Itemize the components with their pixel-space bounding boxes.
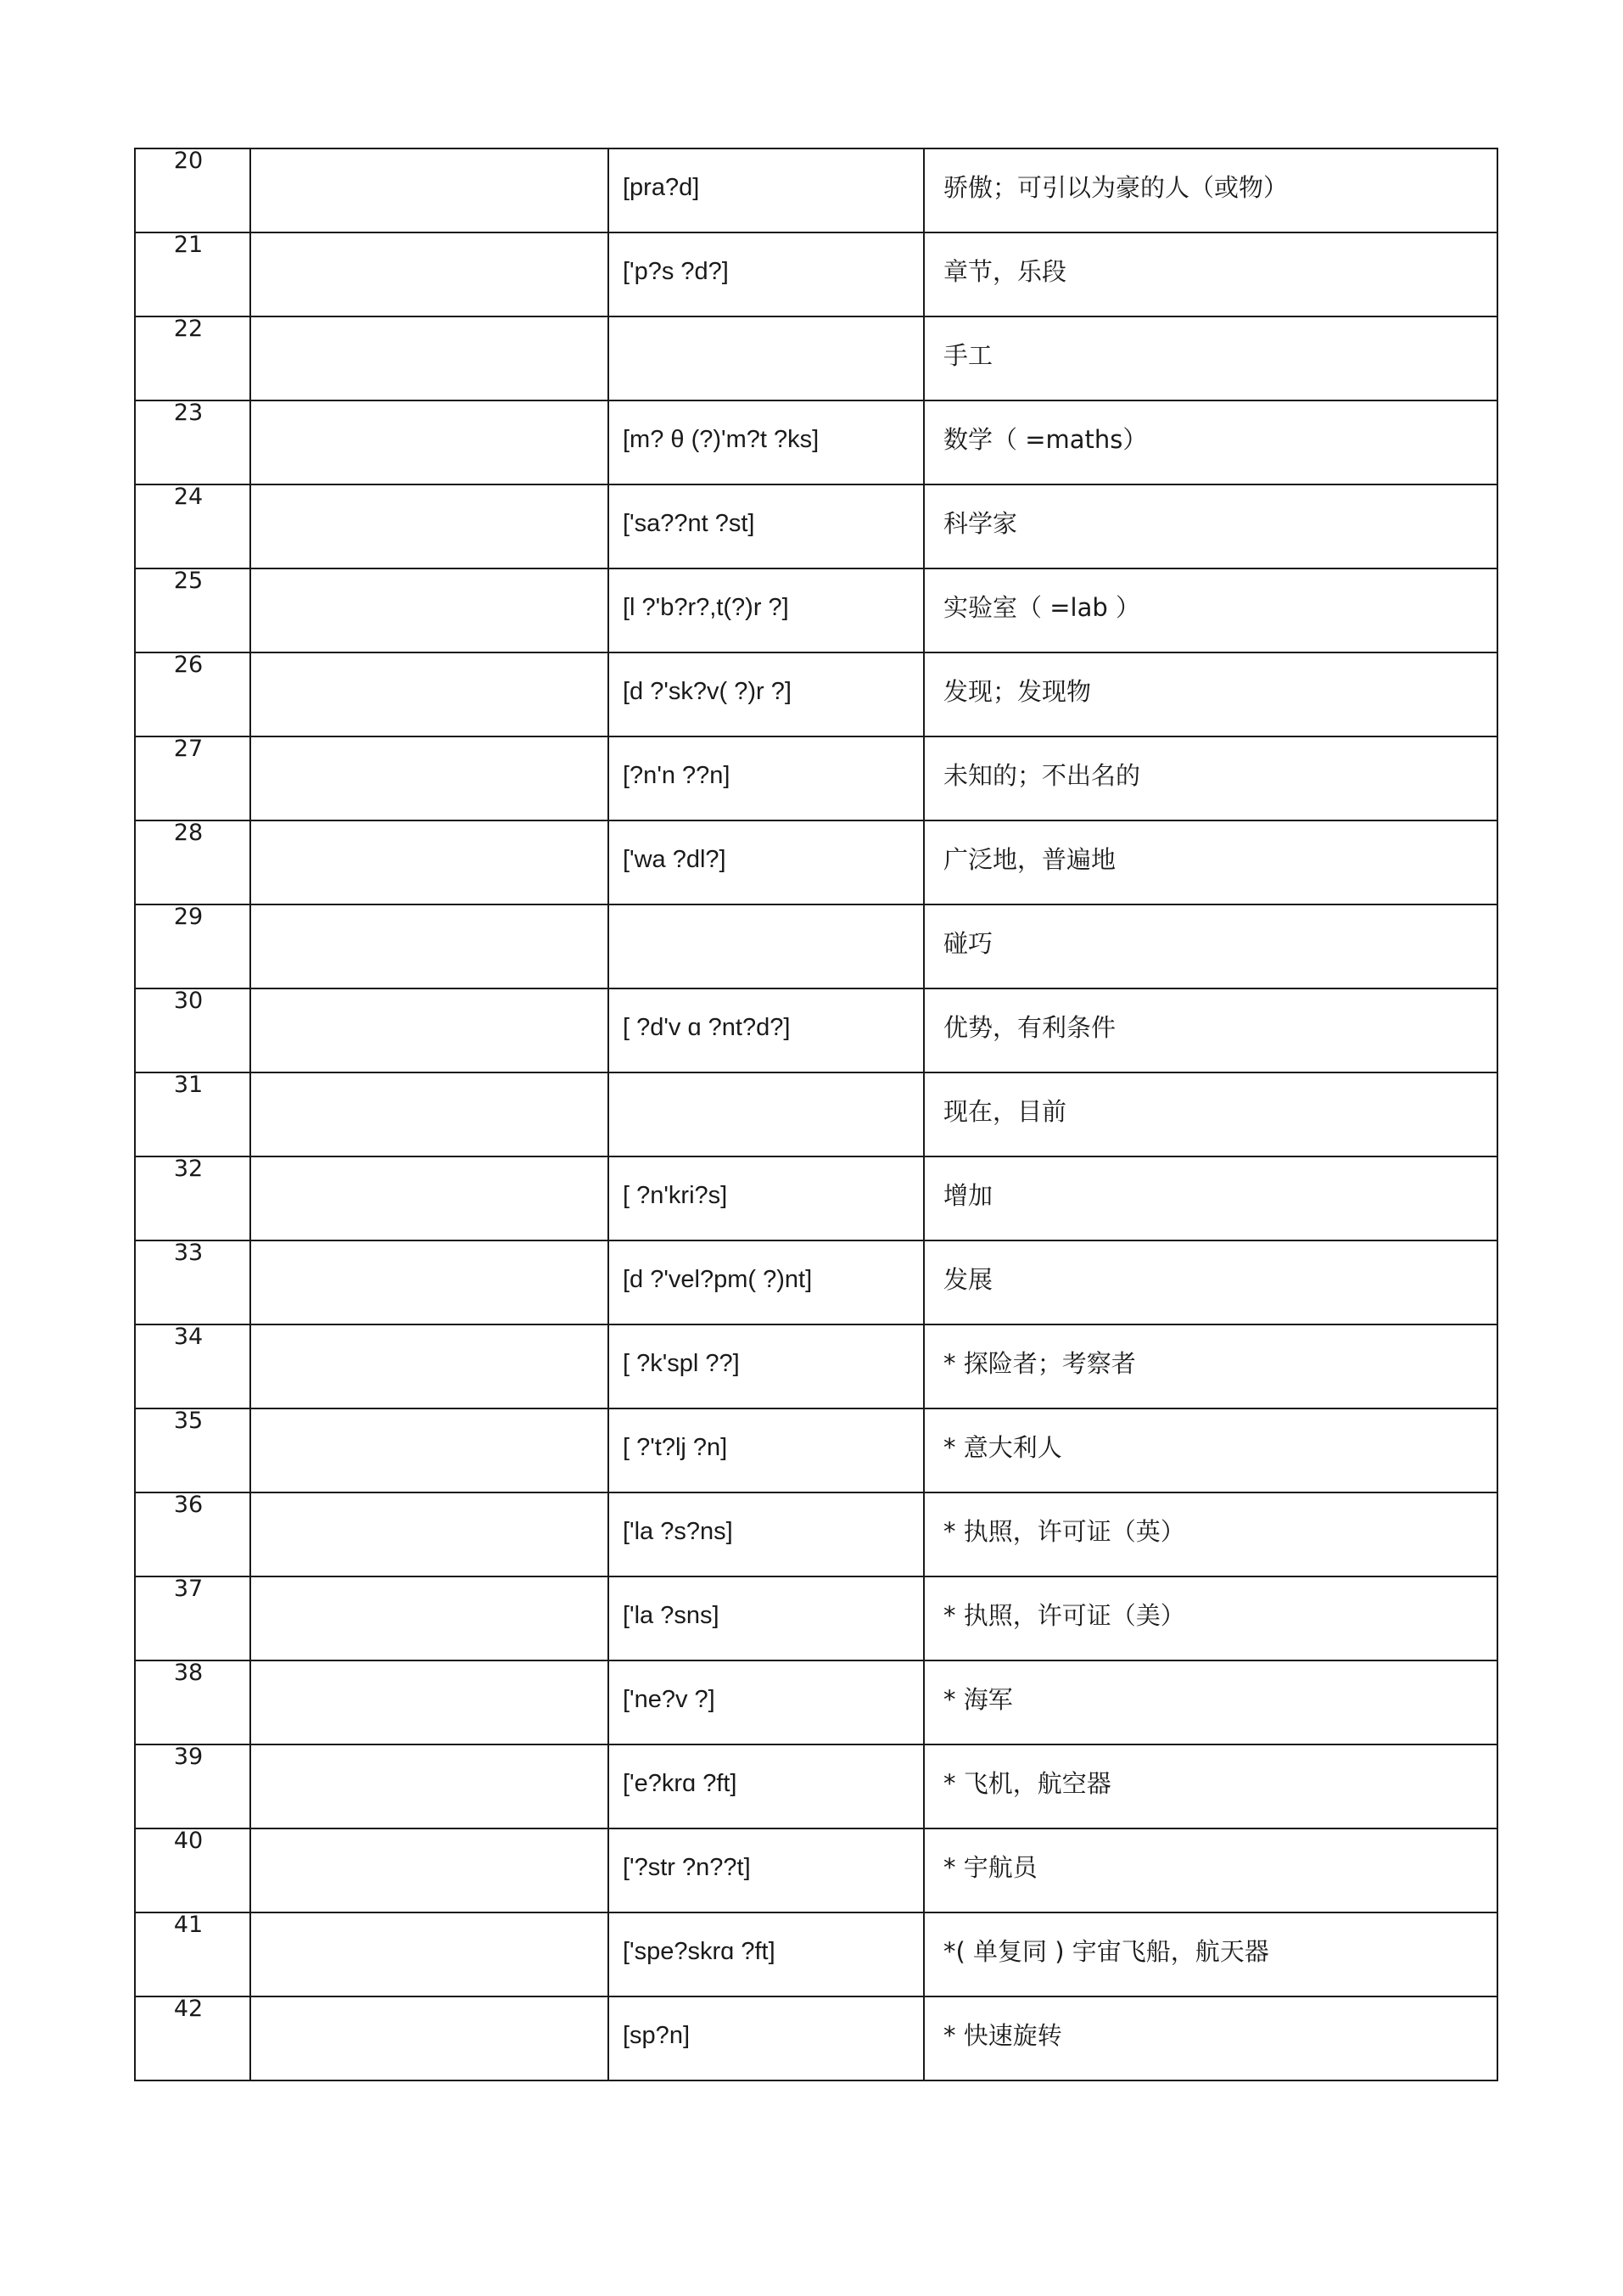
table-row	[135, 1072, 1497, 1156]
row-number-cell	[135, 400, 250, 484]
word-cell	[250, 652, 608, 736]
definition-cell	[924, 1408, 1497, 1492]
word-cell	[250, 1660, 608, 1744]
word-cell	[250, 1576, 608, 1660]
pronunciation-text: ['sa??nt ?st]	[623, 510, 755, 537]
definition-text: 碰巧	[943, 929, 993, 958]
pronunciation-cell	[608, 988, 924, 1072]
pronunciation-cell	[608, 1576, 924, 1660]
definition-text: * 执照，许可证（英）	[943, 1517, 1185, 1546]
table-row	[135, 400, 1497, 484]
definition-text: 手工	[943, 341, 993, 370]
pronunciation-text: ['?str ?n??t]	[623, 1854, 751, 1881]
definition-text: 未知的；不出名的	[943, 761, 1141, 790]
row-number: 23	[173, 400, 204, 426]
pronunciation-text: [m? θ (?)'m?t ?ks]	[623, 426, 820, 453]
pronunciation-text: [ ?d'v ɑ ?nt?d?]	[623, 1014, 791, 1041]
word-cell	[250, 736, 608, 820]
word-cell	[250, 232, 608, 316]
pronunciation-text: ['p?s ?d?]	[623, 258, 729, 285]
pronunciation-text: [?n'n ??n]	[623, 762, 730, 789]
pronunciation-cell	[608, 1072, 924, 1156]
pronunciation-cell	[608, 232, 924, 316]
word-cell	[250, 316, 608, 400]
row-number: 38	[173, 1660, 204, 1686]
definition-cell	[924, 736, 1497, 820]
row-number-cell	[135, 1912, 250, 1996]
row-number: 30	[173, 988, 204, 1014]
row-number-cell	[135, 1996, 250, 2080]
definition-text: 实验室（ =lab ）	[943, 593, 1140, 622]
row-number: 34	[173, 1324, 204, 1350]
table-row	[135, 1828, 1497, 1912]
definition-cell	[924, 1324, 1497, 1408]
pronunciation-text: [ ?n'kri?s]	[623, 1182, 728, 1209]
word-cell	[250, 1912, 608, 1996]
row-number-cell	[135, 232, 250, 316]
pronunciation-text: [ ?'t?lj ?n]	[623, 1434, 728, 1461]
row-number: 42	[173, 1996, 204, 2022]
definition-cell	[924, 484, 1497, 568]
pronunciation-cell	[608, 1408, 924, 1492]
definition-text: 数学（ =maths）	[943, 425, 1148, 454]
pronunciation-cell	[608, 1156, 924, 1240]
pronunciation-text: [l ?'b?r?,t(?)r ?]	[623, 594, 789, 621]
word-cell	[250, 400, 608, 484]
definition-cell	[924, 1072, 1497, 1156]
definition-cell	[924, 1576, 1497, 1660]
table-row	[135, 736, 1497, 820]
pronunciation-cell	[608, 316, 924, 400]
definition-text: * 海军	[943, 1685, 1013, 1714]
table-row	[135, 1240, 1497, 1324]
definition-text: 骄傲；可引以为豪的人（或物）	[943, 173, 1289, 202]
word-cell	[250, 1492, 608, 1576]
pronunciation-text: ['spe?skrɑ ?ft]	[623, 1938, 775, 1965]
definition-cell	[924, 316, 1497, 400]
row-number-cell	[135, 484, 250, 568]
word-cell	[250, 1324, 608, 1408]
word-cell	[250, 484, 608, 568]
pronunciation-cell	[608, 1996, 924, 2080]
definition-cell	[924, 148, 1497, 232]
row-number-cell	[135, 1492, 250, 1576]
table-row	[135, 652, 1497, 736]
word-cell	[250, 1828, 608, 1912]
table-row	[135, 1744, 1497, 1828]
definition-text: * 宇航员	[943, 1853, 1038, 1882]
pronunciation-cell	[608, 148, 924, 232]
row-number-cell	[135, 148, 250, 232]
table-row	[135, 1996, 1497, 2080]
definition-cell	[924, 988, 1497, 1072]
row-number-cell	[135, 1576, 250, 1660]
table-row	[135, 988, 1497, 1072]
word-cell	[250, 1744, 608, 1828]
row-number-cell	[135, 652, 250, 736]
definition-text: * 执照，许可证（美）	[943, 1601, 1185, 1630]
pronunciation-cell	[608, 736, 924, 820]
pronunciation-cell	[608, 1492, 924, 1576]
pronunciation-text: ['e?krɑ ?ft]	[623, 1770, 737, 1797]
pronunciation-cell	[608, 1828, 924, 1912]
word-cell	[250, 148, 608, 232]
pronunciation-text: ['la ?sns]	[623, 1602, 719, 1629]
pronunciation-cell	[608, 568, 924, 652]
row-number: 31	[173, 1072, 204, 1098]
definition-cell	[924, 1996, 1497, 2080]
definition-text: * 快速旋转	[943, 2021, 1062, 2050]
row-number-cell	[135, 1156, 250, 1240]
pronunciation-cell	[608, 652, 924, 736]
definition-cell	[924, 820, 1497, 904]
row-number-cell	[135, 568, 250, 652]
definition-cell	[924, 904, 1497, 988]
row-number-cell	[135, 1072, 250, 1156]
row-number-cell	[135, 316, 250, 400]
pronunciation-cell	[608, 1324, 924, 1408]
row-number: 37	[173, 1576, 204, 1602]
row-number-cell	[135, 1324, 250, 1408]
table-row	[135, 484, 1497, 568]
definition-cell	[924, 1156, 1497, 1240]
row-number: 20	[173, 148, 204, 174]
table-row	[135, 568, 1497, 652]
row-number: 41	[173, 1912, 204, 1938]
pronunciation-cell	[608, 484, 924, 568]
pronunciation-cell	[608, 1912, 924, 1996]
word-cell	[250, 568, 608, 652]
table-row	[135, 316, 1497, 400]
table-row	[135, 1576, 1497, 1660]
row-number: 24	[173, 484, 204, 510]
row-number: 36	[173, 1492, 204, 1518]
row-number: 28	[173, 820, 204, 846]
row-number-cell	[135, 1408, 250, 1492]
definition-cell	[924, 1828, 1497, 1912]
pronunciation-text: [d ?'sk?v( ?)r ?]	[623, 678, 792, 705]
pronunciation-cell	[608, 1240, 924, 1324]
table-row	[135, 1492, 1497, 1576]
pronunciation-cell	[608, 1744, 924, 1828]
row-number-cell	[135, 988, 250, 1072]
table-row	[135, 232, 1497, 316]
pronunciation-text: ['wa ?dl?]	[623, 846, 726, 873]
pronunciation-text: [sp?n]	[623, 2022, 690, 2049]
row-number-cell	[135, 904, 250, 988]
table-row	[135, 1660, 1497, 1744]
word-cell	[250, 820, 608, 904]
table-row	[135, 1408, 1497, 1492]
definition-text: 章节，乐段	[943, 257, 1067, 286]
definition-cell	[924, 1492, 1497, 1576]
row-number-cell	[135, 736, 250, 820]
row-number: 32	[173, 1156, 204, 1182]
row-number: 39	[173, 1744, 204, 1770]
definition-text: 发展	[943, 1265, 993, 1294]
table-row	[135, 148, 1497, 232]
definition-text: * 探险者；考察者	[943, 1349, 1136, 1378]
definition-cell	[924, 400, 1497, 484]
pronunciation-text: [pra?d]	[623, 174, 700, 201]
definition-cell	[924, 232, 1497, 316]
pronunciation-cell	[608, 820, 924, 904]
definition-text: 增加	[943, 1181, 993, 1210]
row-number: 29	[173, 904, 204, 930]
pronunciation-cell	[608, 400, 924, 484]
word-cell	[250, 1072, 608, 1156]
row-number: 25	[173, 568, 204, 594]
row-number-cell	[135, 1240, 250, 1324]
definition-text: 发现；发现物	[943, 677, 1092, 706]
word-cell	[250, 904, 608, 988]
row-number: 35	[173, 1408, 204, 1434]
row-number: 26	[173, 652, 204, 678]
pronunciation-text: [d ?'vel?pm( ?)nt]	[623, 1266, 813, 1293]
word-cell	[250, 1996, 608, 2080]
pronunciation-cell	[608, 1660, 924, 1744]
definition-text: * 飞机，航空器	[943, 1769, 1111, 1798]
table-row	[135, 1324, 1497, 1408]
word-cell	[250, 1156, 608, 1240]
table-row	[135, 904, 1497, 988]
row-number: 22	[173, 316, 204, 342]
definition-text: * 意大利人	[943, 1433, 1062, 1462]
word-cell	[250, 988, 608, 1072]
word-cell	[250, 1240, 608, 1324]
definition-text: 现在，目前	[943, 1097, 1067, 1126]
row-number-cell	[135, 1744, 250, 1828]
row-number: 40	[173, 1828, 204, 1854]
definition-cell	[924, 652, 1497, 736]
definition-text: 优势，有利条件	[943, 1013, 1117, 1042]
row-number-cell	[135, 1660, 250, 1744]
definition-cell	[924, 1912, 1497, 1996]
row-number-cell	[135, 820, 250, 904]
definition-cell	[924, 568, 1497, 652]
definition-text: 广泛地，普遍地	[943, 845, 1117, 874]
row-number: 33	[173, 1240, 204, 1266]
vocabulary-table	[134, 148, 1498, 2081]
pronunciation-cell	[608, 904, 924, 988]
definition-cell	[924, 1660, 1497, 1744]
vocabulary-table-body	[135, 148, 1497, 2080]
table-row	[135, 820, 1497, 904]
pronunciation-text: ['la ?s?ns]	[623, 1518, 733, 1545]
pronunciation-text: ['ne?v ?]	[623, 1686, 715, 1713]
definition-cell	[924, 1240, 1497, 1324]
definition-text: 科学家	[943, 509, 1018, 538]
table-row	[135, 1912, 1497, 1996]
row-number-cell	[135, 1828, 250, 1912]
definition-text: *( 单复同 ) 宇宙飞船，航天器	[943, 1937, 1269, 1966]
pronunciation-text: [ ?k'spl ??]	[623, 1350, 740, 1377]
word-cell	[250, 1408, 608, 1492]
row-number: 27	[173, 736, 204, 762]
definition-cell	[924, 1744, 1497, 1828]
row-number: 21	[173, 232, 204, 258]
table-row	[135, 1156, 1497, 1240]
